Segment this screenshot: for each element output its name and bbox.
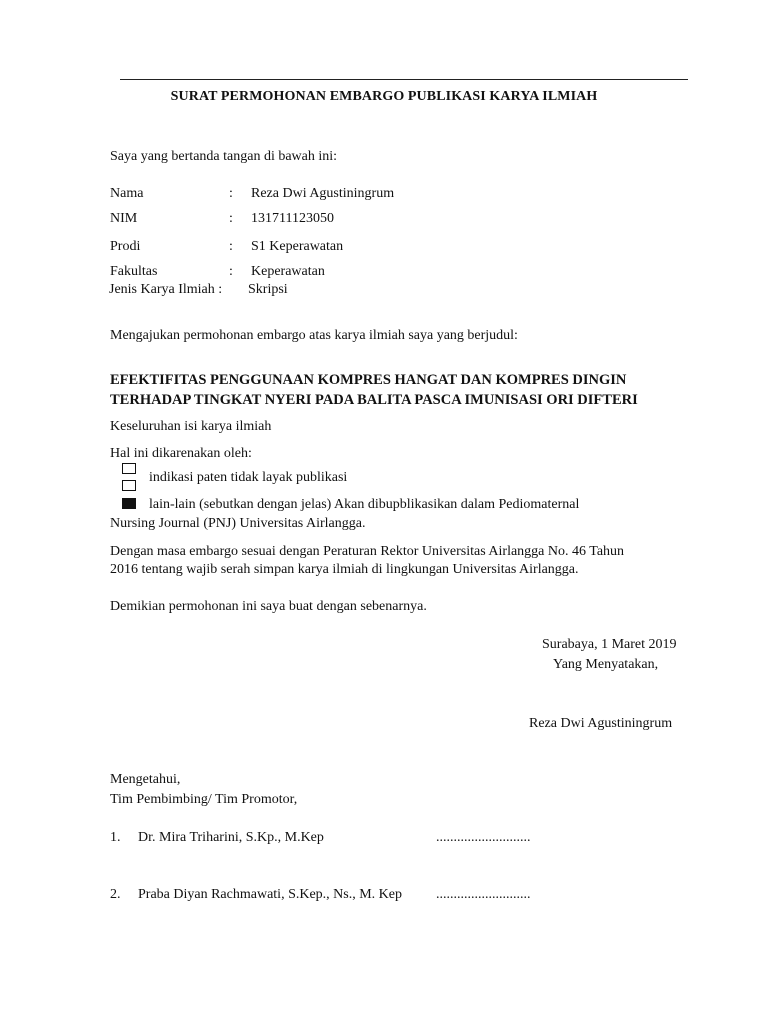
field-value-jenis: Skripsi [248, 282, 288, 297]
supervisor-1-number: 1. [110, 830, 121, 845]
field-label-jenis: Jenis Karya Ilmiah : [109, 282, 223, 297]
work-title-line-1: EFEKTIFITAS PENGGUNAAN KOMPRES HANGAT DAN KOMPRES DINGIN [110, 372, 627, 388]
field-label-nama: Nama [110, 186, 144, 201]
embargo-line-2: 2016 tentang wajib serah simpan karya ilmiah di lingkungan Universitas Airlangga. [110, 562, 579, 577]
scope-text: Keseluruhan isi karya ilmiah [110, 419, 272, 434]
checkbox-patent[interactable] [122, 463, 136, 474]
closing-text: Demikian permohonan ini saya buat dengan sebenarnya. [110, 599, 427, 614]
field-value-nama: Reza Dwi Agustiningrum [251, 186, 395, 201]
checkbox-empty-extra[interactable] [122, 480, 136, 491]
supervisor-2-number: 2. [110, 887, 121, 902]
field-sep-prodi: : [229, 239, 233, 254]
signatory-name: Reza Dwi Agustiningrum [529, 716, 673, 731]
signatory-title: Yang Menyatakan, [553, 657, 659, 672]
field-label-nim: NIM [110, 211, 138, 226]
field-value-nim: 131711123050 [251, 211, 334, 226]
reason-other-label: lain-lain (sebutkan dengan jelas) Akan dibupblikasikan dalam Pediomaternal [149, 497, 580, 512]
field-sep-fakultas: : [229, 264, 233, 279]
reason-intro: Hal ini dikarenakan oleh: [110, 446, 252, 461]
field-label-prodi: Prodi [110, 239, 141, 254]
field-label-fakultas: Fakultas [110, 264, 158, 279]
supervisor-1-signature-line: ........................... [436, 830, 531, 845]
field-value-prodi: S1 Keperawatan [251, 239, 344, 254]
supervisor-2-name: Praba Diyan Rachmawati, S.Kep., Ns., M. Kep [138, 887, 403, 902]
place-date: Surabaya, 1 Maret 2019 [542, 637, 677, 652]
supervisor-1-name: Dr. Mira Triharini, S.Kp., M.Kep [138, 830, 324, 845]
checkbox-other[interactable] [122, 498, 136, 509]
intro-text: Saya yang bertanda tangan di bawah ini: [110, 149, 338, 164]
field-sep-nim: : [229, 211, 233, 226]
letter-title: SURAT PERMOHONAN EMBARGO PUBLIKASI KARYA ILMIAH [170, 89, 598, 104]
supervisor-2-signature-line: ........................... [436, 887, 531, 902]
field-value-fakultas: Keperawatan [251, 264, 325, 279]
top-divider [120, 79, 688, 80]
work-title-line-2: TERHADAP TINGKAT NYERI PADA BALITA PASCA IMUNISASI ORI DIFTERI [110, 392, 638, 408]
reason-patent-label: indikasi paten tidak layak publikasi [149, 470, 348, 485]
team-text: Tim Pembimbing/ Tim Promotor, [110, 792, 298, 807]
reason-other-continuation: Nursing Journal (PNJ) Universitas Airlangga. [110, 516, 366, 531]
field-sep-nama: : [229, 186, 233, 201]
embargo-line-1: Dengan masa embargo sesuai dengan Peraturan Rektor Universitas Airlangga No. 46 Tahun [110, 544, 625, 559]
acknowledge-text: Mengetahui, [110, 772, 181, 787]
request-text: Mengajukan permohonan embargo atas karya ilmiah saya yang berjudul: [110, 328, 518, 343]
